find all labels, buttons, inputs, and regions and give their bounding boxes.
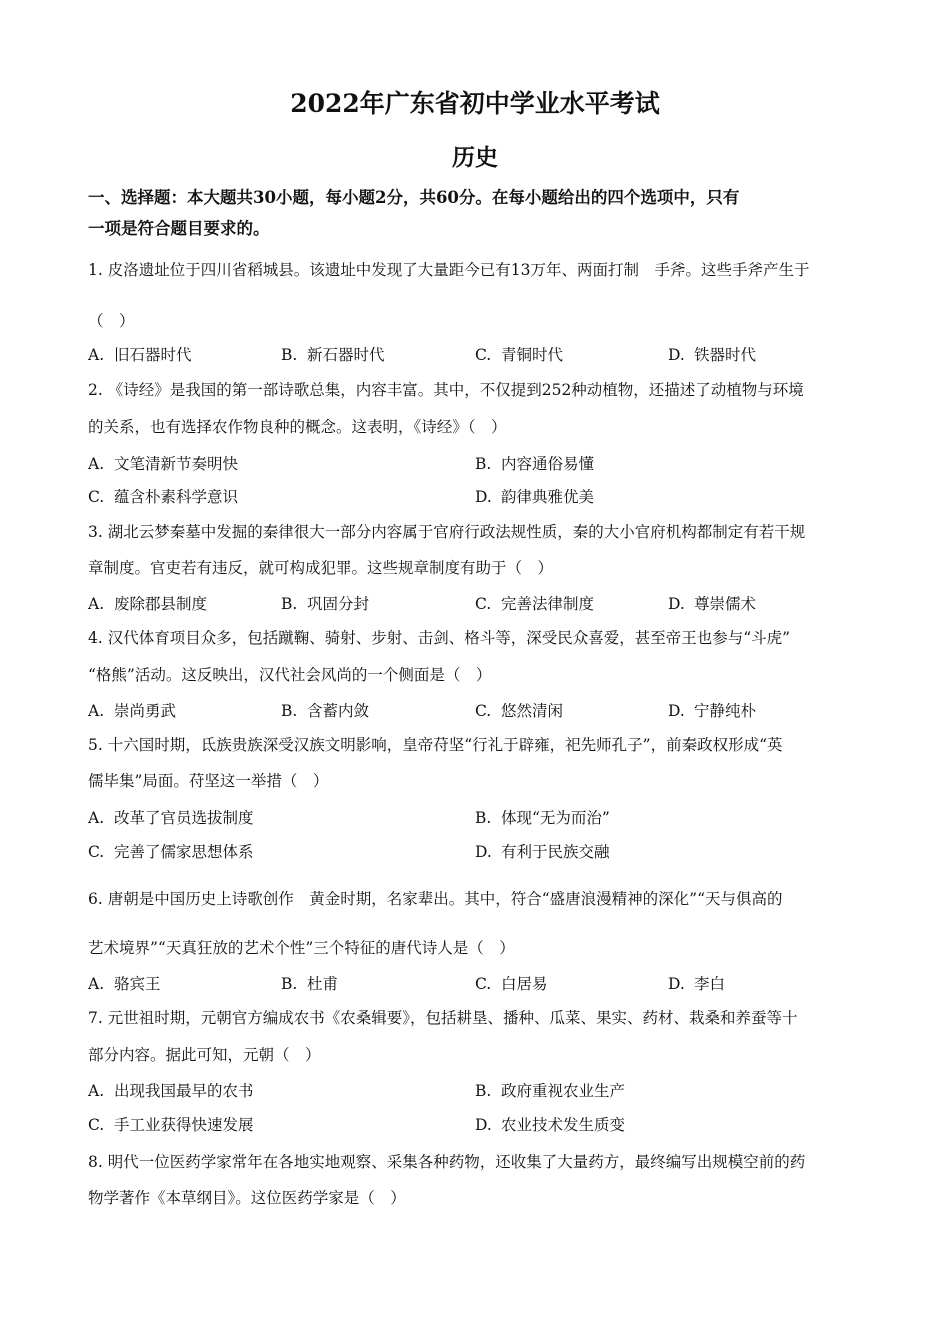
option-text: 新石器时代 — [307, 346, 385, 364]
option-text: 内容通俗易懂 — [501, 455, 595, 473]
option-label: B. — [475, 1082, 492, 1100]
q5-option-a — [88, 806, 254, 828]
q2-option-d — [475, 485, 594, 507]
option-label: B. — [281, 346, 298, 364]
option-label: C. — [475, 595, 492, 613]
option-label: C. — [475, 702, 492, 720]
q4-option-b — [281, 699, 369, 721]
q4-option-d — [668, 699, 756, 721]
question-3-line1: 3. 湖北云梦秦墓中发掘的秦律很大一部分内容属于官府行政法规性质，秦的大小官府机构都制定有若干规 — [88, 523, 806, 541]
option-text: 手工业获得快速发展 — [114, 1116, 254, 1134]
option-label: C. — [475, 975, 492, 993]
option-label: B. — [281, 975, 298, 993]
question-7-line2: 部分内容。据此可知，元朝（ ） — [88, 1046, 321, 1064]
option-text: 旧石器时代 — [114, 346, 192, 364]
q2-option-a — [88, 452, 238, 474]
option-text: 青铜时代 — [501, 346, 564, 364]
q5-option-c — [88, 840, 254, 862]
option-label: D. — [668, 702, 685, 720]
option-text: 完善了儒家思想体系 — [114, 843, 254, 861]
option-label: D. — [475, 843, 492, 861]
option-label: B. — [475, 809, 492, 827]
question-4-line1: 4. 汉代体育项目众多，包括蹴鞠、骑射、步射、击剑、格斗等，深受民众喜爱，甚至帝王也参与“斗虎” — [88, 629, 791, 647]
q7-option-d — [475, 1113, 625, 1135]
option-label: B. — [475, 455, 492, 473]
question-6-line1: 6. 唐朝是中国历史上诗歌创作 黄金时期，名家辈出。其中，符合“盛唐浪漫精神的深化”“天与俱高的 — [88, 890, 783, 908]
option-text: 杜甫 — [307, 975, 339, 993]
question-8-line2: 物学著作《本草纲目》。这位医药学家是（ ） — [88, 1189, 406, 1207]
q4-option-c — [475, 699, 563, 721]
question-1-line2: （ ） — [88, 312, 135, 330]
q1-option-d — [668, 343, 756, 365]
question-7-line1: 7. 元世祖时期，元朝官方编成农书《农桑辑要》，包括耕垦、播种、瓜菜、果实、药材、栽桑和养蚕等十 — [88, 1009, 798, 1027]
q3-option-b — [281, 592, 369, 614]
option-text: 骆宾王 — [114, 975, 161, 993]
option-label: A. — [88, 595, 105, 613]
option-label: D. — [475, 488, 492, 506]
option-text: 巩固分封 — [307, 595, 370, 613]
option-text: 完善法律制度 — [501, 595, 595, 613]
q6-option-a — [88, 972, 161, 994]
q1-option-b — [281, 343, 385, 365]
option-label: A. — [88, 702, 105, 720]
option-label: D. — [668, 595, 685, 613]
q2-option-c — [88, 485, 238, 507]
question-2-line2: 的关系，也有选择农作物良种的概念。这表明，《诗经》（ ） — [88, 418, 507, 436]
q7-option-c — [88, 1113, 254, 1135]
option-text: 蕴含朴素科学意识 — [114, 488, 239, 506]
question-1-line1: 1. 皮洛遗址位于四川省稻城县。该遗址中发现了大量距今已有13万年、两面打制 手斧。这些手斧产生于 — [88, 261, 810, 279]
option-label: B. — [281, 595, 298, 613]
option-label: D. — [668, 975, 685, 993]
q3-option-c — [475, 592, 594, 614]
option-text: 宁静纯朴 — [694, 702, 757, 720]
option-label: A. — [88, 1082, 105, 1100]
question-8-line1: 8. 明代一位医药学家常年在各地实地观察、采集各种药物，还收集了大量药方，最终编写出规模空前的药 — [88, 1153, 806, 1171]
option-label: A. — [88, 975, 105, 993]
option-text: 政府重视农业生产 — [501, 1082, 626, 1100]
option-label: D. — [475, 1116, 492, 1134]
question-6-line2: 艺术境界”“天真狂放的艺术个性”三个特征的唐代诗人是（ ） — [88, 939, 515, 957]
option-text: 文笔清新节奏明快 — [114, 455, 239, 473]
section-heading-line1: 一、选择题：本大题共30小题，每小题2分，共60分。在每小题给出的四个选项中，只有 — [88, 188, 740, 207]
option-text: 改革了官员选拔制度 — [114, 809, 254, 827]
section-heading-line2: 一项是符合题目要求的。 — [88, 219, 270, 238]
option-label: A. — [88, 809, 105, 827]
q3-option-d — [668, 592, 756, 614]
q3-option-a — [88, 592, 207, 614]
option-label: A. — [88, 455, 105, 473]
option-label: C. — [88, 488, 105, 506]
option-label: D. — [668, 346, 685, 364]
option-text: 有利于民族交融 — [501, 843, 610, 861]
q6-option-d — [668, 972, 725, 994]
option-text: 体现“无为而治” — [501, 809, 610, 827]
option-label: C. — [88, 843, 105, 861]
option-text: 崇尚勇武 — [114, 702, 177, 720]
option-text: 铁器时代 — [694, 346, 757, 364]
q1-option-c — [475, 343, 563, 365]
exam-title: 2022年广东省初中学业水平考试 — [290, 89, 660, 118]
q7-option-a — [88, 1079, 254, 1101]
option-text: 尊崇儒术 — [694, 595, 757, 613]
subject-title: 历史 — [452, 144, 498, 171]
question-5-line1: 5. 十六国时期，氐族贵族深受汉族文明影响，皇帝苻坚“行礼于辟雍，祀先师孔子”，前秦政权形成“英 — [88, 736, 783, 754]
q7-option-b — [475, 1079, 625, 1101]
option-label: B. — [281, 702, 298, 720]
option-text: 韵律典雅优美 — [501, 488, 595, 506]
option-text: 李白 — [694, 975, 726, 993]
question-4-line2: “格熊”活动。这反映出，汉代社会风尚的一个侧面是（ ） — [88, 666, 492, 684]
option-text: 含蓄内敛 — [307, 702, 370, 720]
option-label: C. — [88, 1116, 105, 1134]
option-label: A. — [88, 346, 105, 364]
question-2-line1: 2. 《诗经》是我国的第一部诗歌总集，内容丰富。其中，不仅提到252种动植物，还描述了动植物与环境 — [88, 381, 804, 399]
option-text: 农业技术发生质变 — [501, 1116, 626, 1134]
q5-option-b — [475, 806, 610, 828]
question-3-line2: 章制度。官吏若有违反，就可构成犯罪。这些规章制度有助于（ ） — [88, 559, 554, 577]
q5-option-d — [475, 840, 610, 862]
q1-option-a — [88, 343, 192, 365]
q4-option-a — [88, 699, 176, 721]
question-5-line2: 儒毕集”局面。苻坚这一举措（ ） — [88, 772, 329, 790]
option-label: C. — [475, 346, 492, 364]
q6-option-b — [281, 972, 338, 994]
q6-option-c — [475, 972, 548, 994]
option-text: 废除郡县制度 — [114, 595, 208, 613]
option-text: 悠然清闲 — [501, 702, 564, 720]
option-text: 白居易 — [501, 975, 548, 993]
option-text: 出现我国最早的农书 — [114, 1082, 254, 1100]
q2-option-b — [475, 452, 594, 474]
